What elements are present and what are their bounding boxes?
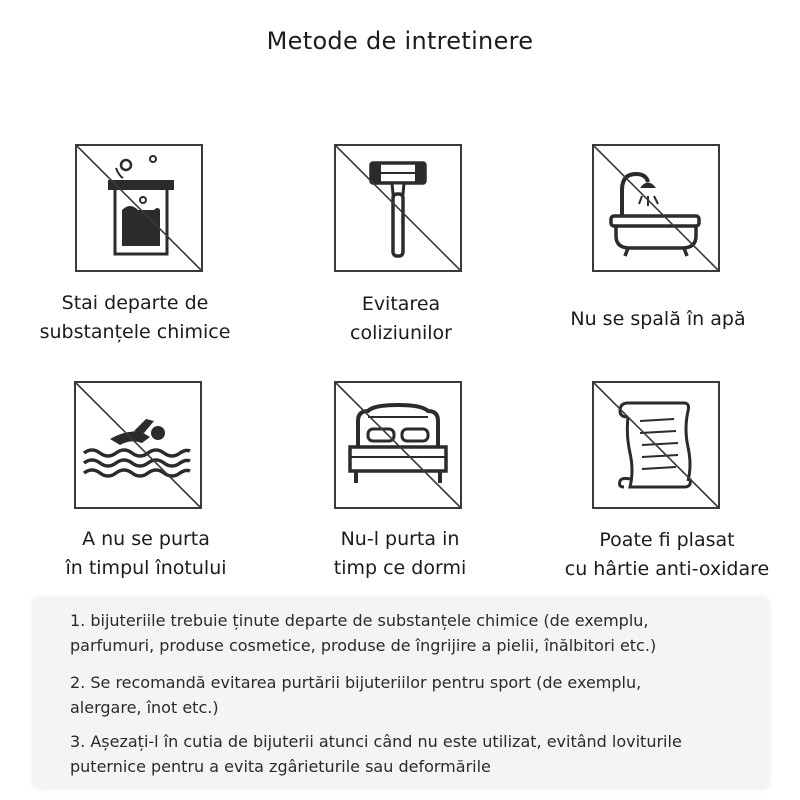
- bed-icon: [334, 381, 462, 509]
- note-2-line-1: 2. Se recomandă evitarea purtării bijuteriilor pentru sport (de exemplu,: [70, 673, 642, 692]
- note-1: [70, 608, 760, 658]
- care-label-collisions: Evitarea coliziunilor: [350, 293, 452, 344]
- page-title: Metode de intretinere: [266, 27, 534, 55]
- note-3-line-2: puternice pentru a evita zgârieturile sau deformările: [70, 757, 491, 776]
- care-label-water: Nu se spală în apă: [570, 308, 746, 330]
- note-2: [70, 670, 760, 720]
- chemicals-icon: [75, 144, 203, 272]
- swimmer-icon: [74, 381, 202, 509]
- hammer-icon: [334, 144, 462, 272]
- note-3: [70, 729, 760, 779]
- care-label-sleeping: Nu-l purta in timp ce dormi: [333, 528, 467, 579]
- note-3-line-1: 3. Așezați-l în cutia de bijuterii atunci când nu este utilizat, evitând loviturile: [70, 732, 682, 751]
- care-notes-panel: [33, 598, 769, 788]
- note-2-line-2: alergare, înot etc.): [70, 698, 219, 717]
- care-label-swimming: A nu se purta în timpul înotului: [65, 528, 227, 579]
- note-1-line-2: parfumuri, produse cosmetice, produse de îngrijire a pielii, înălbitori etc.): [70, 636, 657, 655]
- note-1-line-1: 1. bijuteriile trebuie ținute departe de substanțele chimice (de exemplu,: [70, 611, 649, 630]
- care-label-antioxidation-paper: Poate fi plasat cu hârtie anti-oxidare: [564, 529, 770, 580]
- bathtub-shower-icon: [592, 144, 720, 272]
- care-label-chemicals: Stai departe de substanțele chimice: [39, 292, 231, 343]
- paper-scroll-icon: [592, 381, 720, 509]
